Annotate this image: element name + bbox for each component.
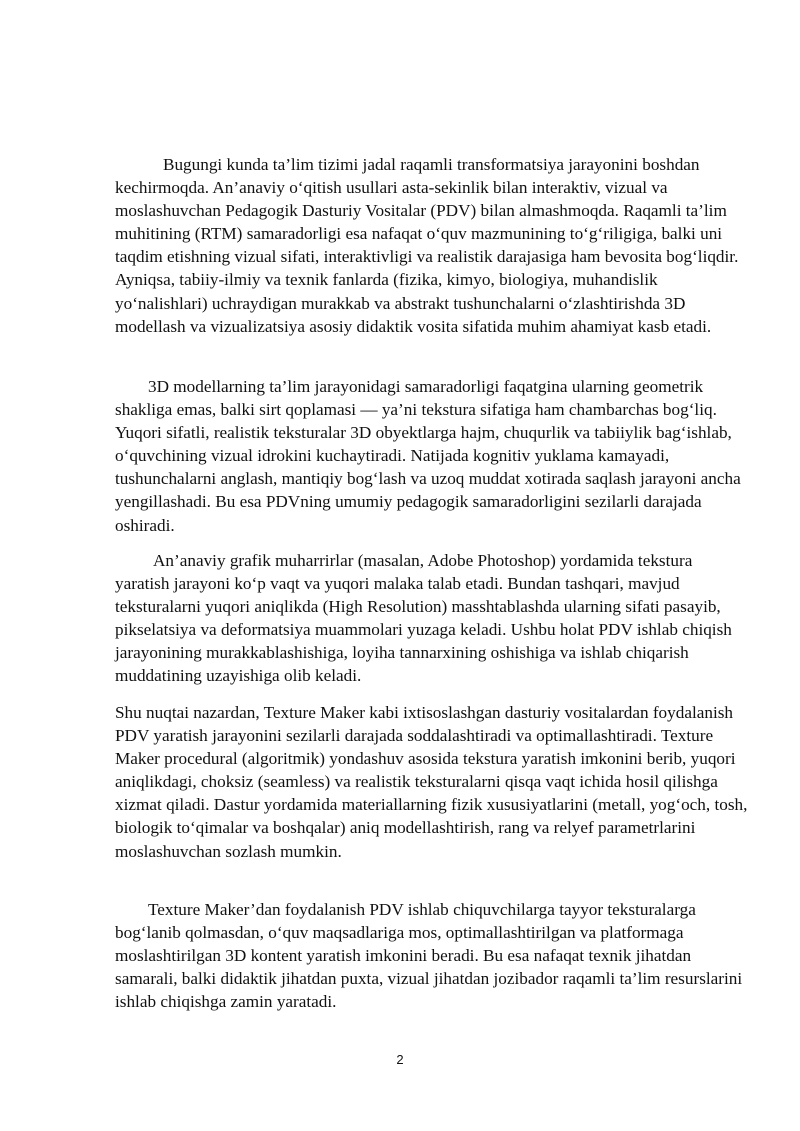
paragraph-3: An’anaviy grafik muharrirlar (masalan, Adobe Photoshop) yordamida tekstura yaratish jarayoni ko‘p vaqt va yuqori malaka talab etadi. Bundan tashqari, mavjud teksturalarni yuqori aniqlikda (High Resolution) masshtablashda ularning sifati pasayib, pikselatsiya va deformatsiya muammolari yuzaga keladi. Ushbu holat PDV ishlab chiqish jarayonining murakkablashishiga, loyiha tannarxining oshishiga va ishlab chiqarish muddatining uzayishiga olib keladi. [115,551,732,686]
paragraph-4: Shu nuqtai nazardan, Texture Maker kabi ixtisoslashgan dasturiy vositalardan foydalanish PDV yaratish jarayonini sezilarli darajada soddalashtiradi va optimallashtiradi. Texture Maker procedural (algoritmik) yondashuv asosida tekstura yaratish imkonini berib, yuqori aniqlikdagi, choksiz (seamless) va realistik teksturalarni qisqa vaqt ichida hosil qilishga xizmat qiladi. Dastur yordamida materiallarning fizik xususiyatlarini (metall, yog‘och, tosh, biologik to‘qimalar va boshqalar) aniq modellashtirish, rang va relyef parametrlarini moslashuvchan sozlash mumkin. [115,703,748,861]
paragraph-1: Bugungi kunda ta’lim tizimi jadal raqamli transformatsiya jarayonini boshdan kechirmoqda. An’anaviy o‘qitish usullari asta-sekinlik bilan interaktiv, vizual va moslashuvchan Pedagogik Dasturiy Vositalar (PDV) bilan almashmoqda. Raqamli ta’lim muhitining (RTM) samaradorligi esa nafaqat o‘quv mazmunining to‘g‘riligiga, balki uni taqdim etishning vizual sifati, interaktivligi va realistik darajasiga ham bevosita bog‘liqdir. Ayniqsa, tabiiy-ilmiy va texnik fanlarda (fizika, kimyo, biologiya, muhandislik yo‘nalishlari) uchraydigan murakkab va abstrakt tushunchalarni o‘zlashtirishda 3D modellash va vizualizatsiya asosiy didaktik vosita sifatida muhim ahamiyat kasb etadi. [115,155,739,336]
paragraph-2: 3D modellarning ta’lim jarayonidagi samaradorligi faqatgina ularning geometrik shakliga emas, balki sirt qoplamasi — ya’ni tekstura sifatiga ham chambarchas bog‘liq. Yuqori sifatli, realistik teksturalar 3D obyektlarga hajm, chuqurlik va tabiiylik bag‘ishlab, o‘quvchining vizual idrokini kuchaytiradi. Natijada kognitiv yuklama kamayadi, tushunchalarni anglash, mantiqiy bog‘lash va uzoq muddat xotirada saqlash jarayoni ancha yengillashadi. Bu esa PDVning umumiy pedagogik samaradorligini sezilarli darajada oshiradi. [115,377,741,535]
paragraph-5: Texture Maker’dan foydalanish PDV ishlab chiquvchilarga tayyor teksturalarga bog‘lanib qolmasdan, o‘quv maqsadlariga mos, optimallashtirilgan va platformaga moslashtirilgan 3D kontent yaratish imkonini beradi. Bu esa nafaqat texnik jihatdan samarali, balki didaktik jihatdan puxta, vizual jihatdan jozibador raqamli ta’lim resurslarini ishlab chiqishga zamin yaratadi. [115,900,743,1012]
page-number: 2 [396,1052,404,1067]
